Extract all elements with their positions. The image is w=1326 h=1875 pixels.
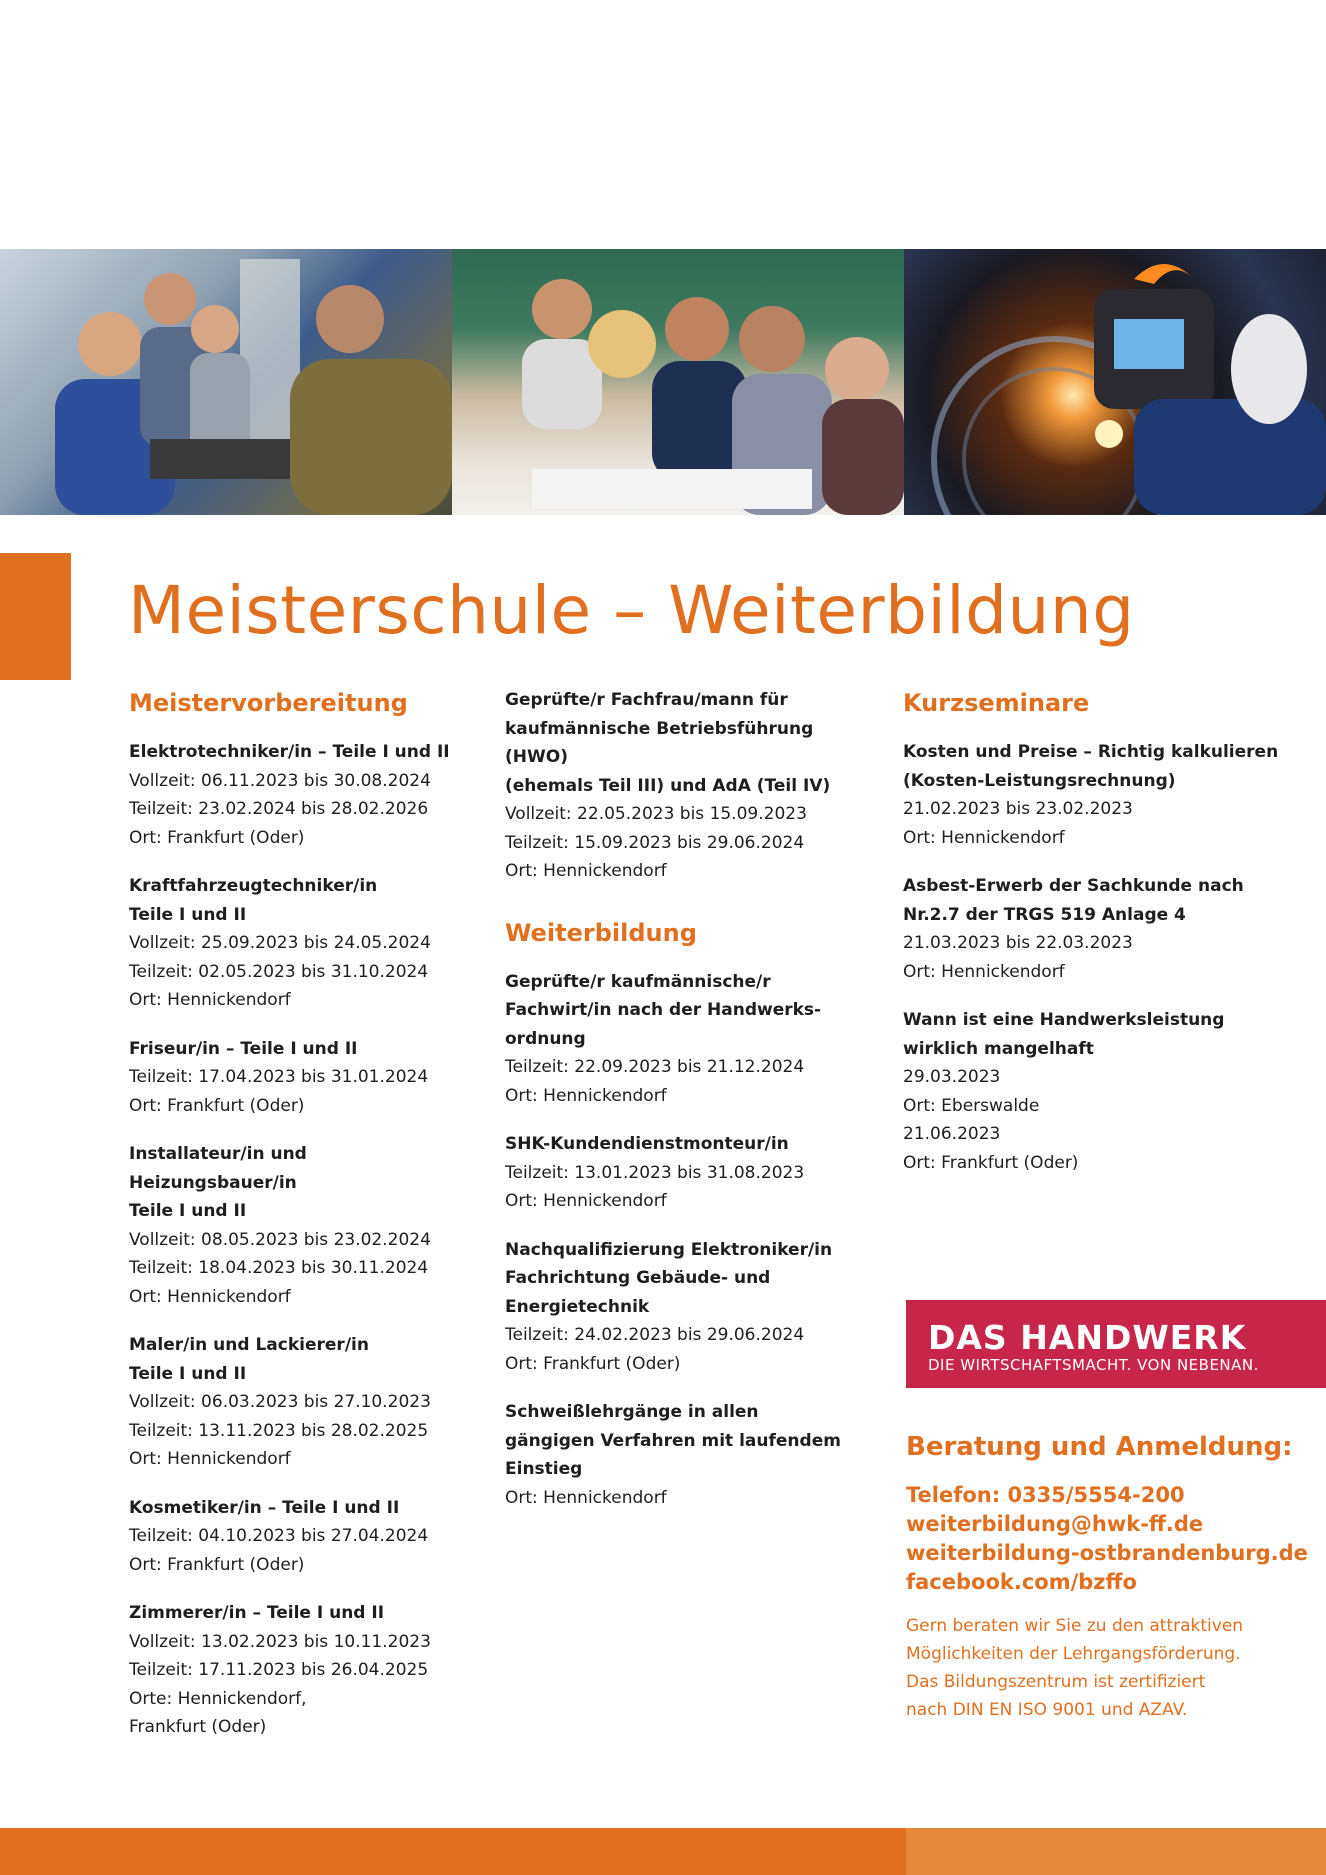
course-detail: Vollzeit: 06.03.2023 bis 27.10.2023 <box>129 1392 431 1412</box>
course-entry <box>505 686 845 886</box>
course-detail: Ort: Frankfurt (Oder) <box>129 1554 305 1575</box>
logo-sub-text: DIE WIRTSCHAFTSMACHT. VON NEBENAN. <box>928 1356 1259 1374</box>
course-entry <box>505 968 845 1111</box>
column-meistervorbereitung <box>129 686 469 1762</box>
course-entry <box>129 1331 469 1474</box>
course-detail: Ort: Hennickendorf <box>505 861 667 881</box>
course-detail: Vollzeit: 13.02.2023 bis 10.11.2023 <box>129 1631 431 1652</box>
footer-bar <box>0 1828 1326 1875</box>
course-detail: Ort: Frankfurt (Oder) <box>129 827 305 848</box>
course-detail: Teilzeit: 02.05.2023 bis 31.10.2024 <box>129 961 429 982</box>
email-link[interactable]: weiterbildung@hwk-ff.de <box>906 1512 1204 1536</box>
section-heading: Weiterbildung <box>505 918 697 947</box>
course-detail: Teilzeit: 24.02.2023 bis 29.06.2024 <box>505 1325 805 1345</box>
course-entry <box>129 738 469 852</box>
course-entry <box>505 1398 845 1512</box>
contact-details <box>906 1481 1308 1597</box>
classroom-photo-icon <box>452 249 904 515</box>
column-kurzseminare <box>903 686 1303 1197</box>
course-detail: Ort: Hennickendorf <box>129 990 291 1010</box>
page-title: Meisterschule – Weiterbildung <box>128 572 1135 649</box>
course-detail: 21.06.2023 <box>903 1124 1001 1144</box>
column-weiterbildung <box>505 686 845 1532</box>
website-link[interactable]: weiterbildung-ostbrandenburg.de <box>906 1541 1308 1565</box>
course-title: Geprüfte/r Fachfrau/mann für kaufmännische Betriebsführung (HWO) (ehemals Teil III) und AdA (Teil IV) <box>505 690 831 796</box>
course-detail: Orte: Hennickendorf, <box>129 1688 307 1709</box>
course-detail: Teilzeit: 17.11.2023 bis 26.04.2025 <box>129 1660 429 1680</box>
course-title: Wann ist eine Handwerksleistung wirklich mangelhaft <box>903 1010 1225 1059</box>
contact-note <box>906 1612 1306 1724</box>
course-detail: Ort: Hennickendorf <box>129 1449 291 1469</box>
footer-bar-left <box>0 1828 906 1875</box>
course-detail: Vollzeit: 25.09.2023 bis 24.05.2024 <box>129 933 431 953</box>
course-detail: Frankfurt (Oder) <box>129 1717 267 1737</box>
section-heading: Meistervorbereitung <box>129 689 408 717</box>
phone-number[interactable]: Telefon: 0335/5554-200 <box>906 1483 1185 1507</box>
course-detail: Teilzeit: 22.09.2023 bis 21.12.2024 <box>505 1057 805 1077</box>
course-detail: Teilzeit: 18.04.2023 bis 30.11.2024 <box>129 1258 429 1278</box>
course-entry <box>129 872 469 1015</box>
course-detail: Teilzeit: 17.04.2023 bis 31.01.2024 <box>129 1067 429 1087</box>
course-title: Asbest-Erwerb der Sachkunde nach Nr.2.7 der TRGS 519 Anlage 4 <box>903 876 1244 925</box>
course-entry <box>129 1599 469 1742</box>
contact-heading: Beratung und Anmeldung: <box>906 1432 1293 1462</box>
course-detail: Ort: Frankfurt (Oder) <box>129 1095 305 1116</box>
course-entry <box>505 1130 845 1216</box>
logo-main-text: DAS HANDWERK <box>928 1318 1247 1357</box>
note-line: Möglichkeiten der Lehrgangsförderung. <box>906 1644 1241 1664</box>
note-line: Das Bildungszentrum ist zertifiziert <box>906 1672 1206 1692</box>
course-entry <box>505 1236 845 1379</box>
course-detail: 21.02.2023 bis 23.02.2023 <box>903 799 1133 819</box>
section-gap <box>505 906 845 916</box>
course-detail: Ort: Hennickendorf <box>505 1191 667 1211</box>
course-detail: Ort: Frankfurt (Oder) <box>903 1152 1079 1173</box>
course-title: SHK-Kundendienstmonteur/in <box>505 1134 789 1154</box>
course-detail: Vollzeit: 06.11.2023 bis 30.08.2024 <box>129 770 431 791</box>
course-detail: Ort: Hennickendorf <box>903 827 1065 848</box>
note-line: nach DIN EN ISO 9001 und AZAV. <box>906 1700 1188 1720</box>
course-entry <box>129 1494 469 1580</box>
course-detail: Ort: Hennickendorf <box>903 961 1065 982</box>
course-title: Zimmerer/in – Teile I und II <box>129 1603 385 1623</box>
course-entry <box>129 1035 469 1121</box>
course-detail: Ort: Frankfurt (Oder) <box>505 1353 681 1374</box>
course-detail: 21.03.2023 bis 22.03.2023 <box>903 933 1133 953</box>
welding-photo-icon <box>904 249 1326 515</box>
course-title: Schweißlehrgänge in allen gängigen Verfahren mit laufendem Einstieg <box>505 1402 841 1479</box>
photo-banner <box>0 249 1326 515</box>
course-title: Maler/in und Lackierer/in Teile I und II <box>129 1335 369 1384</box>
course-entry <box>903 1006 1303 1177</box>
course-detail: Teilzeit: 04.10.2023 bis 27.04.2024 <box>129 1526 429 1546</box>
course-title: Elektrotechniker/in – Teile I und II <box>129 742 450 762</box>
course-title: Kraftfahrzeugtechniker/in Teile I und II <box>129 876 378 925</box>
course-detail: Vollzeit: 22.05.2023 bis 15.09.2023 <box>505 804 807 824</box>
course-detail: Vollzeit: 08.05.2023 bis 23.02.2024 <box>129 1229 431 1250</box>
course-entry <box>903 738 1303 852</box>
footer-bar-right <box>906 1828 1326 1875</box>
course-detail: Teilzeit: 13.01.2023 bis 31.08.2023 <box>505 1162 805 1183</box>
course-detail: Ort: Eberswalde <box>903 1095 1040 1116</box>
course-detail: Ort: Hennickendorf <box>505 1487 667 1508</box>
course-entry <box>129 1140 469 1311</box>
course-title: Kosmetiker/in – Teile I und II <box>129 1497 400 1518</box>
course-detail: Teilzeit: 13.11.2023 bis 28.02.2025 <box>129 1420 429 1441</box>
note-line: Gern beraten wir Sie zu den attraktiven <box>906 1616 1244 1636</box>
accent-block <box>0 553 71 680</box>
facebook-link[interactable]: facebook.com/bzffo <box>906 1570 1137 1594</box>
course-title: Installateur/in und Heizungsbauer/in Teile I und II <box>129 1144 307 1221</box>
course-detail: 29.03.2023 <box>903 1067 1001 1087</box>
course-detail: Ort: Hennickendorf <box>505 1085 667 1106</box>
section-heading: Kurzseminare <box>903 689 1090 717</box>
workshop-photo-icon <box>0 249 452 515</box>
course-title: Nachqualifizierung Elektroniker/in Fachrichtung Gebäude- und Energietechnik <box>505 1239 833 1317</box>
course-title: Friseur/in – Teile I und II <box>129 1038 358 1059</box>
course-detail: Teilzeit: 15.09.2023 bis 29.06.2024 <box>505 832 805 853</box>
course-entry <box>903 872 1303 986</box>
course-detail: Ort: Hennickendorf <box>129 1286 291 1307</box>
course-title: Geprüfte/r kaufmännische/r Fachwirt/in nach der Handwerks- ordnung <box>505 971 822 1049</box>
das-handwerk-logo <box>906 1300 1326 1388</box>
course-detail: Teilzeit: 23.02.2024 bis 28.02.2026 <box>129 799 429 819</box>
course-title: Kosten und Preise – Richtig kalkulieren (Kosten-Leistungsrechnung) <box>903 742 1279 791</box>
